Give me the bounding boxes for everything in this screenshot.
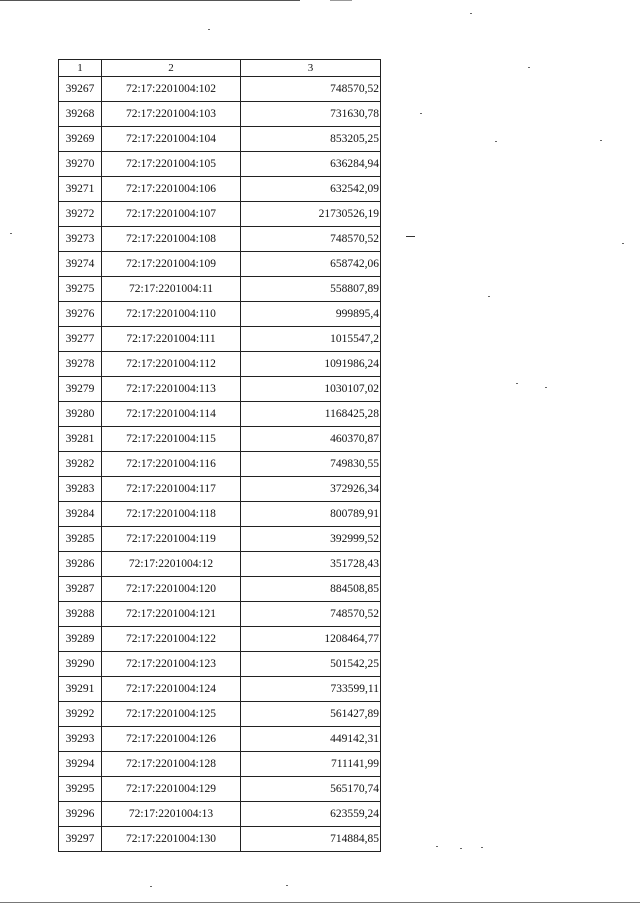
row-number-cell: 39274 [59,252,102,277]
table-row [59,152,381,177]
cadastral-number-cell: 72:17:2201004:104 [102,127,241,152]
row-number-cell: 39276 [59,302,102,327]
cadastral-value-cell: 501542,25 [241,652,381,677]
cadastral-number-cell: 72:17:2201004:123 [102,652,241,677]
scan-edge-top [0,0,300,1]
table-row [59,602,381,627]
row-number-cell: 39268 [59,102,102,127]
row-number-cell: 39289 [59,627,102,652]
column-header-3: 3 [241,60,381,77]
row-number-cell: 39269 [59,127,102,152]
table-row [59,727,381,752]
cadastral-value-cell: 800789,91 [241,502,381,527]
cadastral-value-cell: 749830,55 [241,452,381,477]
cadastral-value-cell: 351728,43 [241,552,381,577]
cadastral-number-cell: 72:17:2201004:11 [102,277,241,302]
cadastral-value-cell: 565170,74 [241,777,381,802]
cadastral-number-cell: 72:17:2201004:109 [102,252,241,277]
row-number-cell: 39281 [59,427,102,452]
table-row [59,552,381,577]
column-number-row [59,60,381,77]
table-row [59,477,381,502]
table-row [59,77,381,102]
cadastral-value-cell: 731630,78 [241,102,381,127]
cadastral-value-cell: 853205,25 [241,127,381,152]
scan-speck [420,113,422,114]
row-number-cell: 39287 [59,577,102,602]
scan-edge-bottom [0,902,640,903]
table-row [59,252,381,277]
cadastral-number-cell: 72:17:2201004:113 [102,377,241,402]
cadastral-number-cell: 72:17:2201004:13 [102,802,241,827]
cadastral-value-cell: 1168425,28 [241,402,381,427]
scan-speck [528,67,530,68]
cadastral-value-cell: 748570,52 [241,77,381,102]
cadastral-number-cell: 72:17:2201004:119 [102,527,241,552]
cadastral-number-cell: 72:17:2201004:128 [102,752,241,777]
cadastral-value-cell: 623559,24 [241,802,381,827]
table-row [59,202,381,227]
row-number-cell: 39272 [59,202,102,227]
row-number-cell: 39277 [59,327,102,352]
cadastral-value-cell: 714884,85 [241,827,381,852]
cadastral-value-cell: 21730526,19 [241,202,381,227]
scan-speck [286,885,288,886]
cadastral-value-cell: 658742,06 [241,252,381,277]
cadastral-value-cell: 1208464,77 [241,627,381,652]
scan-speck [545,387,547,388]
cadastral-number-cell: 72:17:2201004:115 [102,427,241,452]
cadastral-value-cell: 561427,89 [241,702,381,727]
row-number-cell: 39293 [59,727,102,752]
cadastral-value-cell: 1030107,02 [241,377,381,402]
row-number-cell: 39270 [59,152,102,177]
scan-speck [622,243,624,244]
cadastral-number-cell: 72:17:2201004:111 [102,327,241,352]
table-row [59,702,381,727]
cadastral-value-cell: 372926,34 [241,477,381,502]
table-row [59,377,381,402]
cadastral-value-cell: 748570,52 [241,602,381,627]
row-number-cell: 39296 [59,802,102,827]
row-number-cell: 39286 [59,552,102,577]
cadastral-value-cell: 636284,94 [241,152,381,177]
cadastral-number-cell: 72:17:2201004:108 [102,227,241,252]
table-body [59,77,381,852]
cadastral-number-cell: 72:17:2201004:116 [102,452,241,477]
row-number-cell: 39294 [59,752,102,777]
table-row [59,402,381,427]
cadastral-number-cell: 72:17:2201004:126 [102,727,241,752]
table-row [59,427,381,452]
scan-speck [470,13,472,14]
column-header-1: 1 [59,60,102,77]
cadastral-value-cell: 748570,52 [241,227,381,252]
cadastral-value-cell: 999895,4 [241,302,381,327]
cadastral-number-cell: 72:17:2201004:102 [102,77,241,102]
cadastral-value-cell: 884508,85 [241,577,381,602]
table-row [59,177,381,202]
cadastral-value-cell: 711141,99 [241,752,381,777]
table-row [59,127,381,152]
cadastral-number-cell: 72:17:2201004:118 [102,502,241,527]
table-row [59,277,381,302]
row-number-cell: 39283 [59,477,102,502]
table-row [59,652,381,677]
row-number-cell: 39267 [59,77,102,102]
table-row [59,677,381,702]
table-row [59,577,381,602]
cadastral-number-cell: 72:17:2201004:112 [102,352,241,377]
row-number-cell: 39295 [59,777,102,802]
cadastral-number-cell: 72:17:2201004:130 [102,827,241,852]
table-row [59,752,381,777]
row-number-cell: 39292 [59,702,102,727]
cadastral-value-cell: 392999,52 [241,527,381,552]
row-number-cell: 39290 [59,652,102,677]
table-row [59,502,381,527]
cadastral-number-cell: 72:17:2201004:125 [102,702,241,727]
table-row [59,352,381,377]
cadastral-number-cell: 72:17:2201004:121 [102,602,241,627]
cadastral-number-cell: 72:17:2201004:129 [102,777,241,802]
row-number-cell: 39282 [59,452,102,477]
cadastral-number-cell: 72:17:2201004:103 [102,102,241,127]
row-number-cell: 39271 [59,177,102,202]
cadastral-value-cell: 733599,11 [241,677,381,702]
cadastral-number-cell: 72:17:2201004:114 [102,402,241,427]
cadastral-value-cell: 1091986,24 [241,352,381,377]
row-number-cell: 39278 [59,352,102,377]
cadastral-number-cell: 72:17:2201004:120 [102,577,241,602]
table-row [59,327,381,352]
row-number-cell: 39291 [59,677,102,702]
row-number-cell: 39273 [59,227,102,252]
scan-edge-top-fragment [330,0,352,1]
table-row [59,827,381,852]
cadastral-number-cell: 72:17:2201004:106 [102,177,241,202]
row-number-cell: 39279 [59,377,102,402]
scan-dash-mark [406,236,415,237]
row-number-cell: 39288 [59,602,102,627]
table-row [59,102,381,127]
table-row [59,527,381,552]
cadastral-number-cell: 72:17:2201004:110 [102,302,241,327]
cadastral-value-cell: 632542,09 [241,177,381,202]
scan-speck [436,846,438,847]
row-number-cell: 39285 [59,527,102,552]
cadastral-number-cell: 72:17:2201004:12 [102,552,241,577]
scan-speck [208,29,210,30]
scan-speck [516,383,518,384]
scan-speck [150,886,152,887]
cadastral-value-cell: 449142,31 [241,727,381,752]
scan-speck [481,847,483,848]
table-row [59,777,381,802]
cadastral-number-cell: 72:17:2201004:122 [102,627,241,652]
scan-speck [10,233,12,234]
cadastral-number-cell: 72:17:2201004:107 [102,202,241,227]
row-number-cell: 39280 [59,402,102,427]
cadastral-number-cell: 72:17:2201004:105 [102,152,241,177]
cadastral-number-cell: 72:17:2201004:124 [102,677,241,702]
row-number-cell: 39284 [59,502,102,527]
scan-speck [600,140,602,141]
table-row [59,227,381,252]
scan-speck [495,141,497,142]
cadastral-value-cell: 1015547,2 [241,327,381,352]
scan-speck [460,848,462,849]
table-row [59,452,381,477]
cadastral-value-cell: 558807,89 [241,277,381,302]
column-header-2: 2 [102,60,241,77]
cadastral-number-cell: 72:17:2201004:117 [102,477,241,502]
row-number-cell: 39275 [59,277,102,302]
cadastral-value-cell: 460370,87 [241,427,381,452]
row-number-cell: 39297 [59,827,102,852]
table-row [59,302,381,327]
cadastral-value-table [58,59,381,852]
table-row [59,802,381,827]
table-row [59,627,381,652]
scan-speck [488,296,490,297]
